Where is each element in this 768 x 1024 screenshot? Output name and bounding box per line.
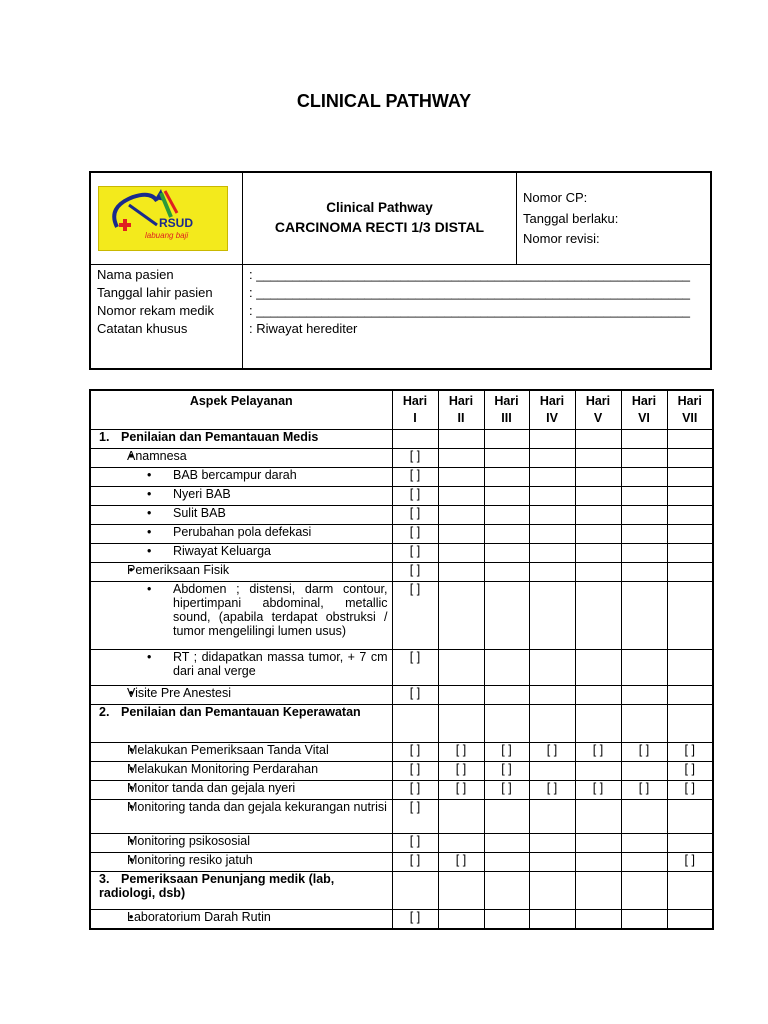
day-checkbox-cell — [438, 800, 484, 834]
item-text: • Melakukan Pemeriksaan Tanda Vital — [127, 743, 329, 757]
day-checkbox-cell — [575, 762, 621, 781]
day-checkbox-cell[interactable]: [ ] — [621, 743, 667, 762]
day-checkbox-cell — [438, 834, 484, 853]
sub-item-label — [90, 525, 392, 544]
logo-cell — [91, 173, 243, 265]
day-checkbox-cell — [621, 487, 667, 506]
day-checkbox-cell — [621, 872, 667, 910]
day-checkbox-cell — [667, 582, 713, 650]
table-row — [90, 544, 713, 563]
document-meta-cell — [517, 173, 710, 265]
day-checkbox-cell — [484, 872, 529, 910]
day-checkbox-cell — [667, 544, 713, 563]
header-box — [89, 171, 712, 370]
day-checkbox-cell — [529, 686, 575, 705]
day-checkbox-cell — [438, 487, 484, 506]
day-checkbox-cell — [575, 506, 621, 525]
day-checkbox-cell — [484, 705, 529, 743]
day-checkbox-cell — [392, 872, 438, 910]
medical-record-label: Nomor rekam medik — [97, 303, 215, 318]
day-checkbox-cell[interactable]: [ ] — [392, 762, 438, 781]
item-text: • Monitoring resiko jatuh — [127, 853, 253, 867]
item-text: • Nyeri BAB — [173, 487, 231, 501]
day-checkbox-cell — [484, 544, 529, 563]
table-row — [90, 743, 713, 762]
day-checkbox-cell[interactable]: [ ] — [667, 781, 713, 800]
day-checkbox-cell — [529, 544, 575, 563]
table-row — [90, 449, 713, 468]
section-label: Pemeriksaan Penunjang medik (lab, radiologi, dsb) — [99, 872, 335, 900]
item-label — [90, 781, 392, 800]
pathway-label: Clinical Pathway — [326, 200, 433, 215]
nomor-revisi-label: Nomor revisi: — [523, 231, 600, 246]
item-label — [90, 853, 392, 872]
item-label — [90, 800, 392, 834]
table-row — [90, 800, 713, 834]
day-checkbox-cell — [667, 563, 713, 582]
day-checkbox-cell — [575, 544, 621, 563]
day-checkbox-cell[interactable]: [ ] — [438, 781, 484, 800]
aspect-header: Aspek Pelayanan — [90, 390, 392, 430]
table-row — [90, 686, 713, 705]
day-checkbox-cell — [529, 705, 575, 743]
day-checkbox-cell — [529, 650, 575, 686]
day-checkbox-cell[interactable]: [ ] — [392, 910, 438, 929]
table-row — [90, 487, 713, 506]
day-checkbox-cell[interactable]: [ ] — [392, 582, 438, 650]
day-checkbox-cell — [621, 430, 667, 449]
day-checkbox-cell — [621, 853, 667, 872]
birth-date-field[interactable]: : ____________________________________________________________ — [249, 285, 691, 300]
day-checkbox-cell — [667, 430, 713, 449]
day-checkbox-cell[interactable]: [ ] — [484, 743, 529, 762]
sub-item-label — [90, 582, 392, 650]
day-checkbox-cell — [621, 468, 667, 487]
item-label — [90, 563, 392, 582]
table-row — [90, 910, 713, 929]
day-checkbox-cell — [667, 872, 713, 910]
day-checkbox-cell[interactable]: [ ] — [667, 743, 713, 762]
item-text: • Monitoring tanda dan gejala kekurangan nutrisi — [127, 800, 387, 814]
day-checkbox-cell — [667, 468, 713, 487]
item-text: • Pemeriksaan Fisik — [127, 563, 230, 577]
nomor-cp-label: Nomor CP: — [523, 190, 588, 205]
day-checkbox-cell — [529, 468, 575, 487]
day-checkbox-cell[interactable]: [ ] — [392, 563, 438, 582]
item-text: • Visite Pre Anestesi — [127, 686, 231, 700]
day-checkbox-cell[interactable]: [ ] — [392, 544, 438, 563]
day-checkbox-cell — [621, 525, 667, 544]
section-row — [90, 430, 713, 449]
day-checkbox-cell — [484, 910, 529, 929]
section-row — [90, 705, 713, 743]
item-text: • RT ; didapatkan massa tumor, + 7 cm dari anal verge — [173, 650, 388, 678]
day-checkbox-cell — [529, 430, 575, 449]
day-checkbox-cell — [667, 834, 713, 853]
section-number: 3. — [99, 872, 110, 886]
day-checkbox-cell — [529, 853, 575, 872]
day-checkbox-cell[interactable]: [ ] — [392, 650, 438, 686]
table-row — [90, 853, 713, 872]
day-checkbox-cell[interactable]: [ ] — [667, 762, 713, 781]
day-checkbox-cell — [438, 582, 484, 650]
day-checkbox-cell[interactable]: [ ] — [392, 506, 438, 525]
birth-date-label: Tanggal lahir pasien — [97, 285, 213, 300]
table-row — [90, 506, 713, 525]
pathway-table — [89, 389, 714, 930]
table-row — [90, 525, 713, 544]
sub-item-label — [90, 544, 392, 563]
day-checkbox-cell — [529, 525, 575, 544]
sub-item-label — [90, 506, 392, 525]
day-checkbox-cell — [575, 686, 621, 705]
day-checkbox-cell[interactable]: [ ] — [392, 449, 438, 468]
table-row — [90, 468, 713, 487]
day-checkbox-cell — [438, 506, 484, 525]
day-checkbox-cell — [621, 910, 667, 929]
day-checkbox-cell — [438, 525, 484, 544]
sub-item-label — [90, 487, 392, 506]
day-checkbox-cell — [438, 430, 484, 449]
day-checkbox-cell — [667, 506, 713, 525]
day-checkbox-cell — [575, 563, 621, 582]
day-checkbox-cell[interactable]: [ ] — [484, 762, 529, 781]
section-number: 2. — [99, 705, 110, 719]
day-checkbox-cell — [621, 800, 667, 834]
day-checkbox-cell — [438, 449, 484, 468]
day-checkbox-cell — [667, 705, 713, 743]
day-checkbox-cell[interactable]: [ ] — [529, 743, 575, 762]
medical-record-field[interactable]: : ____________________________________________________________ — [249, 303, 691, 318]
day-header: Hari III — [484, 390, 529, 430]
day-header: Hari II — [438, 390, 484, 430]
day-checkbox-cell — [438, 563, 484, 582]
special-notes-field[interactable]: : Riwayat herediter — [249, 321, 358, 336]
day-checkbox-cell — [575, 468, 621, 487]
day-header: Hari IV — [529, 390, 575, 430]
hospital-logo — [98, 186, 228, 251]
day-checkbox-cell[interactable]: [ ] — [392, 468, 438, 487]
table-row — [90, 563, 713, 582]
table-row — [90, 762, 713, 781]
day-checkbox-cell — [484, 449, 529, 468]
diagnosis-title: CARCINOMA RECTI 1/3 DISTAL — [274, 219, 485, 235]
item-label — [90, 449, 392, 468]
day-checkbox-cell — [529, 582, 575, 650]
day-checkbox-cell — [438, 910, 484, 929]
section-label: Penilaian dan Pemantauan Keperawatan — [121, 705, 361, 719]
item-text: • Monitoring psikososial — [127, 834, 250, 848]
day-checkbox-cell — [484, 582, 529, 650]
day-checkbox-cell — [438, 686, 484, 705]
day-checkbox-cell — [621, 650, 667, 686]
day-checkbox-cell — [575, 834, 621, 853]
day-checkbox-cell — [529, 800, 575, 834]
day-checkbox-cell — [667, 800, 713, 834]
item-text: • Laboratorium Darah Rutin — [127, 910, 271, 924]
day-checkbox-cell — [621, 449, 667, 468]
item-text: • Monitor tanda dan gejala nyeri — [127, 781, 296, 795]
day-checkbox-cell[interactable]: [ ] — [392, 800, 438, 834]
day-checkbox-cell — [438, 544, 484, 563]
table-row — [90, 781, 713, 800]
day-checkbox-cell — [575, 487, 621, 506]
section-row — [90, 872, 713, 910]
day-checkbox-cell — [667, 525, 713, 544]
day-checkbox-cell — [667, 487, 713, 506]
day-checkbox-cell — [575, 853, 621, 872]
item-label — [90, 910, 392, 929]
day-checkbox-cell — [484, 834, 529, 853]
day-checkbox-cell — [575, 525, 621, 544]
patient-labels — [91, 265, 243, 368]
item-text: • Abdomen ; distensi, darm contour, hipertimpani abdominal, metallic sound, (apabila terdapat obstruksi / tumor mengelilingi lumen usus) — [173, 582, 388, 638]
day-checkbox-cell — [621, 506, 667, 525]
day-checkbox-cell — [484, 853, 529, 872]
day-checkbox-cell[interactable]: [ ] — [438, 853, 484, 872]
day-checkbox-cell — [621, 563, 667, 582]
section-label: Penilaian dan Pemantauan Medis — [121, 430, 319, 444]
day-checkbox-cell — [484, 686, 529, 705]
day-checkbox-cell — [484, 563, 529, 582]
day-checkbox-cell[interactable]: [ ] — [621, 781, 667, 800]
item-label — [90, 834, 392, 853]
day-checkbox-cell[interactable]: [ ] — [392, 834, 438, 853]
logo-subtext: labuang baji — [145, 231, 189, 240]
logo-graphic-icon — [99, 187, 227, 250]
tanggal-berlaku-label: Tanggal berlaku: — [523, 210, 619, 226]
day-checkbox-cell — [484, 468, 529, 487]
item-text: • Melakukan Monitoring Perdarahan — [127, 762, 319, 776]
day-checkbox-cell[interactable]: [ ] — [392, 781, 438, 800]
section-title — [90, 872, 392, 910]
day-checkbox-cell — [529, 834, 575, 853]
day-checkbox-cell — [575, 872, 621, 910]
day-checkbox-cell — [529, 872, 575, 910]
day-checkbox-cell — [438, 705, 484, 743]
item-text: • BAB bercampur darah — [173, 468, 297, 482]
day-checkbox-cell — [484, 506, 529, 525]
pathway-title-cell — [243, 173, 517, 265]
item-label — [90, 762, 392, 781]
day-checkbox-cell — [529, 506, 575, 525]
day-checkbox-cell — [575, 705, 621, 743]
day-checkbox-cell[interactable]: [ ] — [392, 853, 438, 872]
day-checkbox-cell[interactable]: [ ] — [392, 743, 438, 762]
special-notes-label: Catatan khusus — [97, 321, 188, 336]
day-checkbox-cell[interactable]: [ ] — [575, 743, 621, 762]
day-checkbox-cell — [575, 430, 621, 449]
item-label — [90, 743, 392, 762]
day-header: Hari V — [575, 390, 621, 430]
day-checkbox-cell — [621, 834, 667, 853]
day-checkbox-cell — [621, 705, 667, 743]
item-text: • Anamnesa — [127, 449, 187, 463]
day-header: Hari VII — [667, 390, 713, 430]
day-header: Hari I — [392, 390, 438, 430]
day-checkbox-cell — [484, 487, 529, 506]
day-checkbox-cell[interactable]: [ ] — [392, 487, 438, 506]
day-checkbox-cell — [392, 430, 438, 449]
day-checkbox-cell — [392, 705, 438, 743]
day-checkbox-cell — [529, 487, 575, 506]
day-checkbox-cell — [575, 800, 621, 834]
day-header: Hari VI — [621, 390, 667, 430]
day-checkbox-cell — [667, 910, 713, 929]
patient-values — [243, 265, 710, 368]
day-checkbox-cell — [484, 650, 529, 686]
day-checkbox-cell — [575, 650, 621, 686]
patient-name-label: Nama pasien — [97, 267, 174, 282]
document-title: CLINICAL PATHWAY — [296, 91, 472, 111]
day-checkbox-cell — [621, 544, 667, 563]
day-checkbox-cell[interactable]: [ ] — [438, 762, 484, 781]
day-checkbox-cell — [438, 872, 484, 910]
sub-item-label — [90, 468, 392, 487]
patient-name-field[interactable]: : ____________________________________________________________ — [249, 267, 691, 282]
day-checkbox-cell[interactable]: [ ] — [392, 686, 438, 705]
day-checkbox-cell — [575, 449, 621, 468]
item-label — [90, 686, 392, 705]
day-checkbox-cell[interactable]: [ ] — [392, 525, 438, 544]
day-checkbox-cell — [484, 525, 529, 544]
day-checkbox-cell — [621, 762, 667, 781]
day-checkbox-cell — [484, 800, 529, 834]
item-text: • Riwayat Keluarga — [173, 544, 271, 558]
item-text: • Perubahan pola defekasi — [173, 525, 312, 539]
logo-text: RSUD — [159, 216, 194, 230]
day-checkbox-cell — [667, 650, 713, 686]
day-checkbox-cell — [575, 582, 621, 650]
day-checkbox-cell[interactable]: [ ] — [529, 781, 575, 800]
day-checkbox-cell — [484, 430, 529, 449]
table-header-row — [90, 390, 713, 430]
section-number: 1. — [99, 430, 110, 444]
day-checkbox-cell — [529, 563, 575, 582]
day-checkbox-cell — [529, 910, 575, 929]
day-checkbox-cell — [438, 650, 484, 686]
day-checkbox-cell[interactable]: [ ] — [575, 781, 621, 800]
day-checkbox-cell[interactable]: [ ] — [667, 853, 713, 872]
day-checkbox-cell — [529, 449, 575, 468]
day-checkbox-cell — [575, 910, 621, 929]
day-checkbox-cell — [667, 686, 713, 705]
table-row — [90, 834, 713, 853]
day-checkbox-cell — [529, 762, 575, 781]
sub-item-label — [90, 650, 392, 686]
day-checkbox-cell[interactable]: [ ] — [484, 781, 529, 800]
table-row — [90, 582, 713, 650]
day-checkbox-cell[interactable]: [ ] — [438, 743, 484, 762]
day-checkbox-cell — [438, 468, 484, 487]
section-title — [90, 705, 392, 743]
item-text: • Sulit BAB — [173, 506, 226, 520]
day-checkbox-cell — [621, 686, 667, 705]
day-checkbox-cell — [621, 582, 667, 650]
section-title — [90, 430, 392, 449]
table-row — [90, 650, 713, 686]
day-checkbox-cell — [667, 449, 713, 468]
